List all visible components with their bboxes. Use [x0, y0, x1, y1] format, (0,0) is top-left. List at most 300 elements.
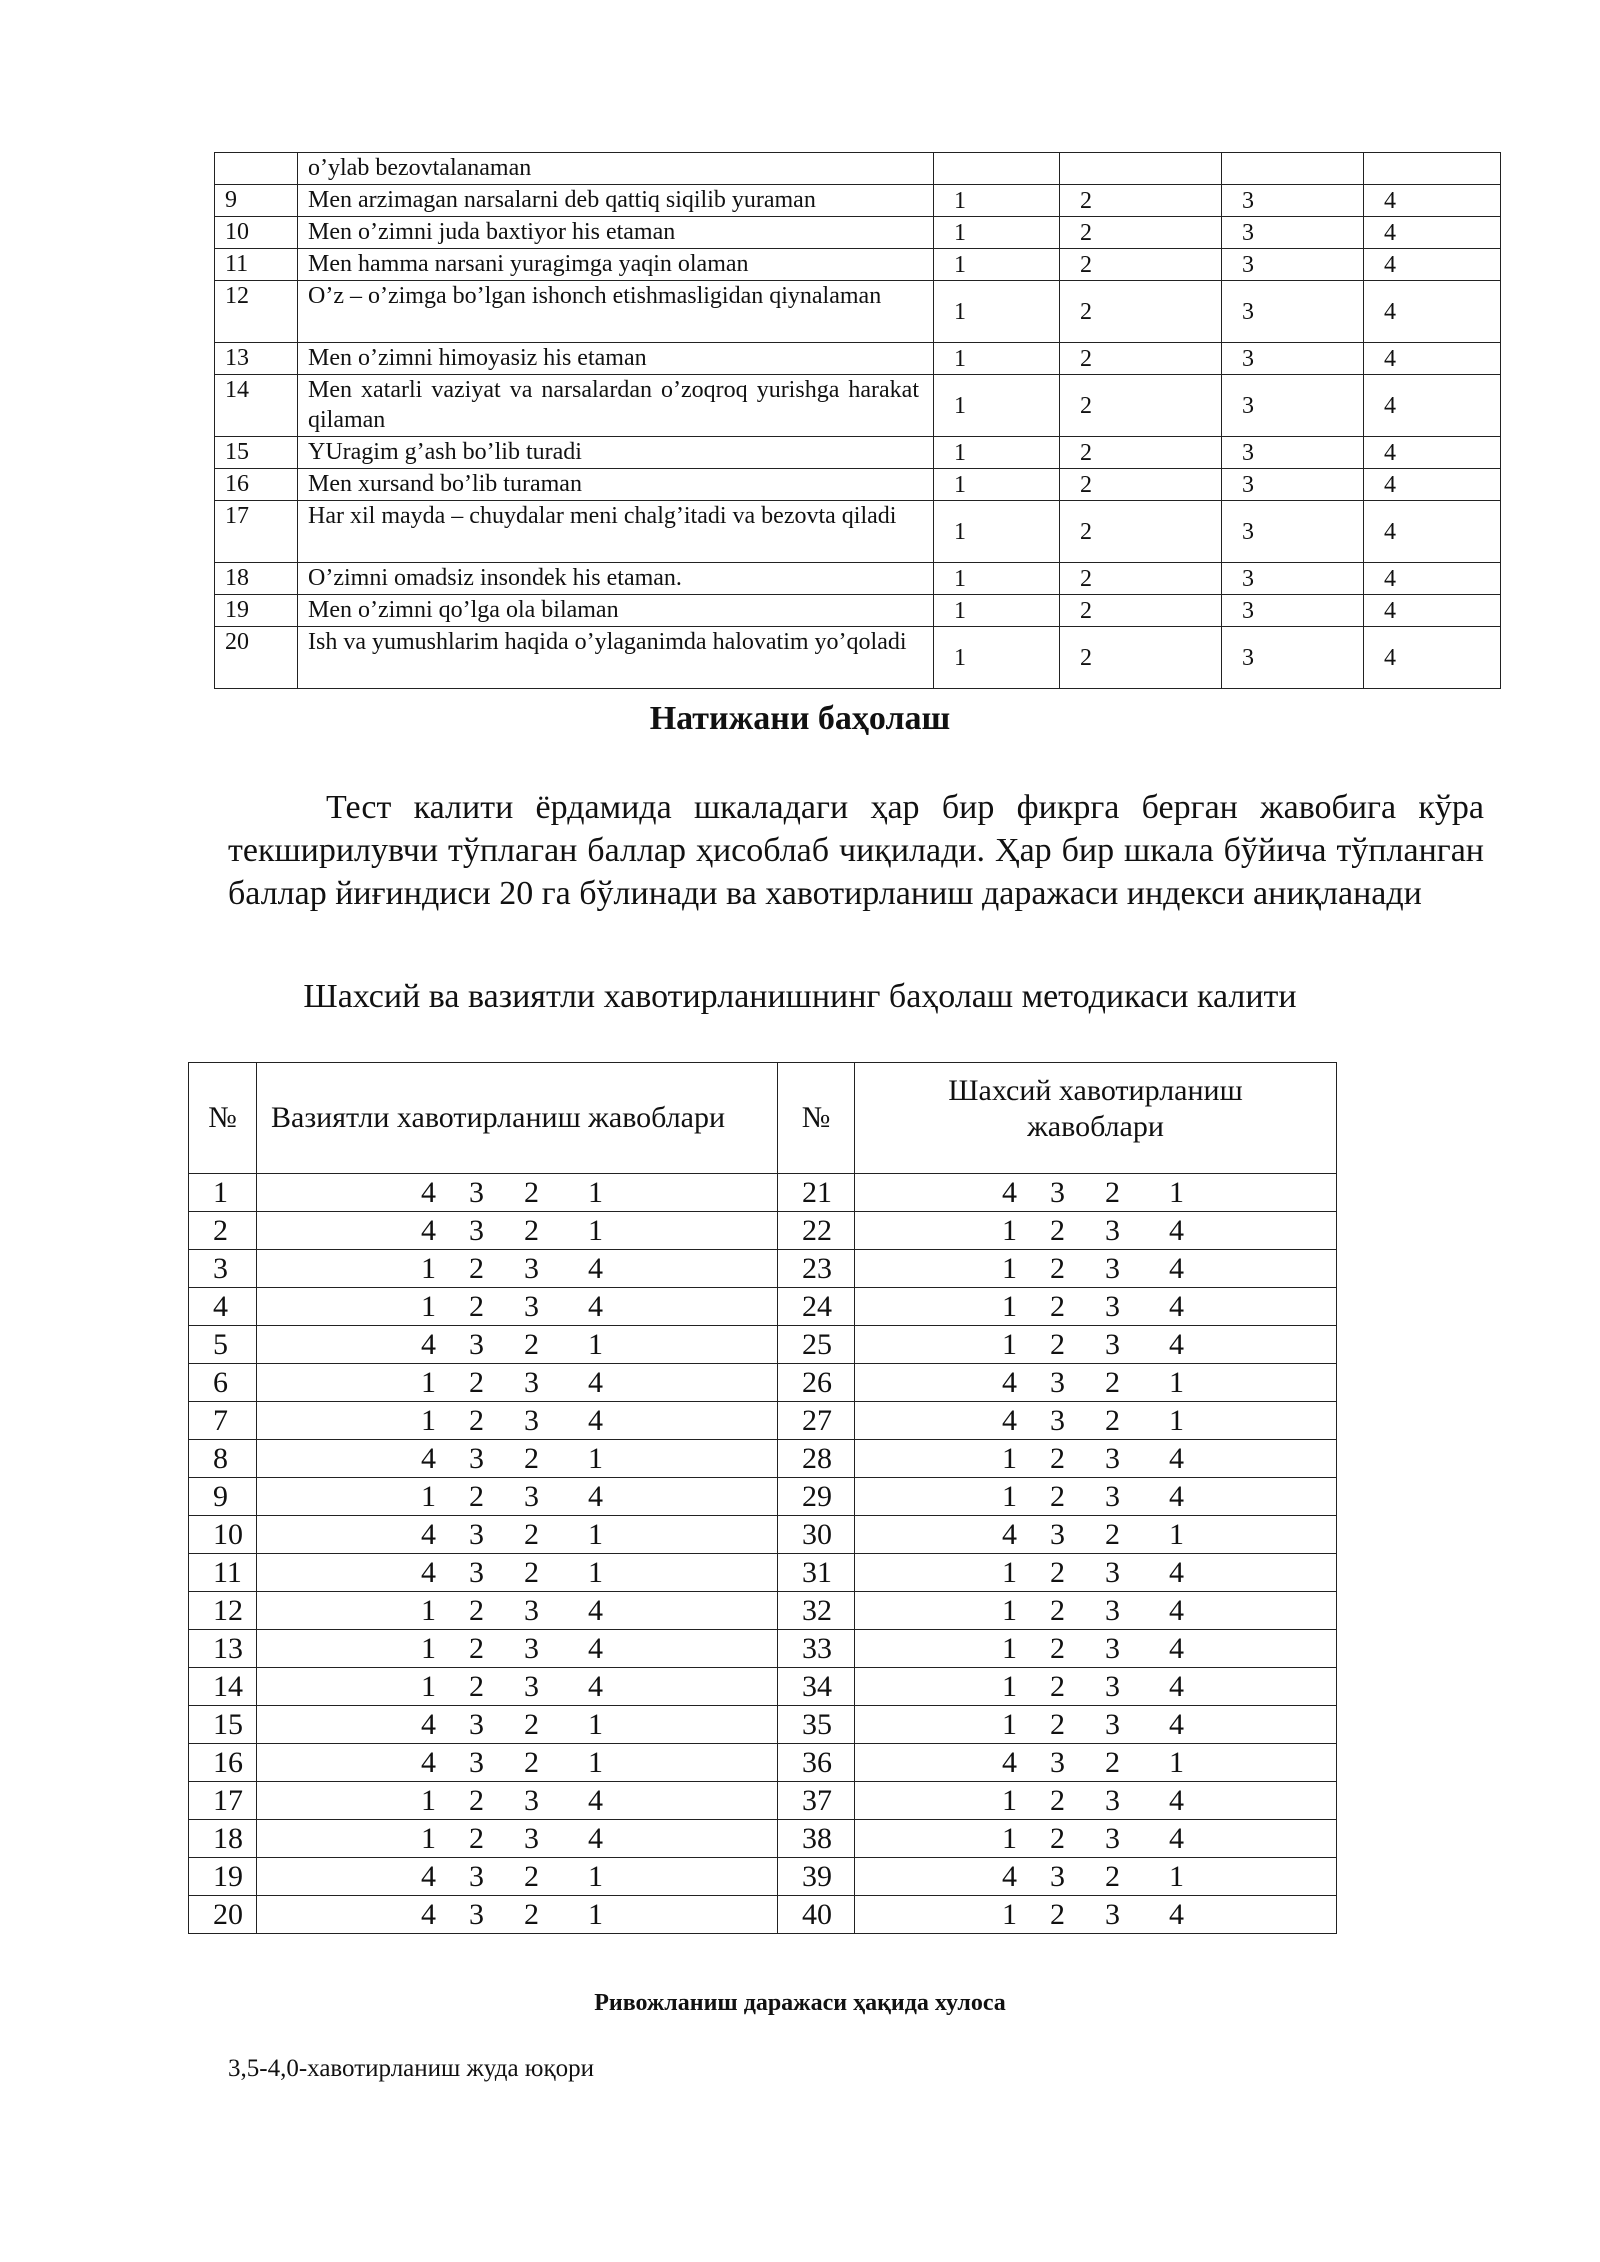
key-value: 1	[1002, 1708, 1017, 1741]
key-value: 1	[1002, 1290, 1017, 1323]
item-score: 2	[1060, 249, 1222, 281]
key-value: 2	[1050, 1670, 1065, 1703]
key-value: 1	[421, 1366, 436, 1399]
item-score: 2	[1060, 437, 1222, 469]
header-number: №	[778, 1063, 855, 1174]
key-item-number: 27	[778, 1402, 855, 1440]
item-score: 2	[1060, 185, 1222, 217]
key-value: 3	[469, 1518, 484, 1551]
key-value: 1	[1002, 1594, 1017, 1627]
item-score: 1	[934, 501, 1060, 563]
item-score: 1	[934, 469, 1060, 501]
item-number: 10	[215, 217, 298, 249]
item-statement: Men arzimagan narsalarni deb qattiq siqilib yuraman	[298, 185, 934, 217]
item-score	[1222, 153, 1364, 185]
key-values	[855, 1668, 1337, 1706]
key-value: 4	[588, 1290, 603, 1323]
item-score: 4	[1364, 595, 1501, 627]
key-item-number: 3	[189, 1250, 257, 1288]
key-item-number: 31	[778, 1554, 855, 1592]
key-value: 3	[1050, 1860, 1065, 1893]
key-item-number: 29	[778, 1478, 855, 1516]
key-item-number: 32	[778, 1592, 855, 1630]
table-row	[189, 1402, 1337, 1440]
key-value: 1	[421, 1632, 436, 1665]
key-value: 3	[524, 1404, 539, 1437]
key-value: 2	[1105, 1176, 1120, 1209]
key-value: 2	[524, 1518, 539, 1551]
item-statement: Ish va yumushlarim haqida o’ylaganimda halovatim yo’qoladi	[298, 627, 934, 689]
item-number: 12	[215, 281, 298, 343]
key-item-number: 15	[189, 1706, 257, 1744]
key-value: 3	[1105, 1290, 1120, 1323]
table-row	[189, 1478, 1337, 1516]
key-value: 4	[421, 1214, 436, 1247]
key-value: 2	[469, 1480, 484, 1513]
key-value: 4	[588, 1632, 603, 1665]
header-personal-text: Шахсий хавотирланиш жавоблари	[948, 1074, 1243, 1143]
key-values	[855, 1174, 1337, 1212]
table-row	[215, 469, 1501, 501]
key-values	[855, 1782, 1337, 1820]
item-score: 2	[1060, 595, 1222, 627]
key-value: 1	[421, 1480, 436, 1513]
key-value: 4	[1169, 1480, 1184, 1513]
key-value: 1	[1002, 1822, 1017, 1855]
item-score: 3	[1222, 627, 1364, 689]
key-value: 1	[1169, 1366, 1184, 1399]
key-value: 4	[1002, 1860, 1017, 1893]
key-value: 3	[469, 1860, 484, 1893]
item-score: 2	[1060, 217, 1222, 249]
table-row	[189, 1364, 1337, 1402]
conclusion-title: Ривожланиш даражаси ҳақида хулоса	[594, 1990, 1006, 2016]
item-score	[934, 153, 1060, 185]
item-statement: YUragim g’ash bo’lib turadi	[298, 437, 934, 469]
item-number: 11	[215, 249, 298, 281]
key-item-number: 19	[189, 1858, 257, 1896]
key-item-number: 17	[189, 1782, 257, 1820]
key-values	[855, 1630, 1337, 1668]
header-number: №	[189, 1063, 257, 1174]
item-score: 1	[934, 627, 1060, 689]
key-title: Шахсий ва вазиятли хавотирланишнинг баҳолаш методикаси калити	[303, 978, 1297, 1015]
key-value: 2	[524, 1176, 539, 1209]
table-row	[189, 1782, 1337, 1820]
item-score: 1	[934, 595, 1060, 627]
key-value: 4	[1169, 1442, 1184, 1475]
item-score: 4	[1364, 343, 1501, 375]
table-row	[189, 1326, 1337, 1364]
key-value: 1	[1002, 1898, 1017, 1931]
key-value: 4	[1169, 1708, 1184, 1741]
item-number: 13	[215, 343, 298, 375]
item-statement: Men o’zimni himoyasiz his etaman	[298, 343, 934, 375]
key-value: 4	[588, 1404, 603, 1437]
key-value: 2	[1050, 1594, 1065, 1627]
key-value: 1	[421, 1784, 436, 1817]
table-row	[189, 1554, 1337, 1592]
key-value: 3	[1105, 1480, 1120, 1513]
key-values	[855, 1896, 1337, 1934]
table-row	[189, 1820, 1337, 1858]
key-value: 1	[1169, 1176, 1184, 1209]
table-row	[189, 1706, 1337, 1744]
key-item-number: 8	[189, 1440, 257, 1478]
item-score: 4	[1364, 469, 1501, 501]
item-score: 4	[1364, 627, 1501, 689]
key-value: 2	[469, 1366, 484, 1399]
key-value: 4	[1002, 1518, 1017, 1551]
table-row	[215, 563, 1501, 595]
key-values	[855, 1820, 1337, 1858]
key-value: 2	[469, 1404, 484, 1437]
key-values	[257, 1858, 778, 1896]
key-value: 3	[1105, 1214, 1120, 1247]
table-row	[189, 1212, 1337, 1250]
key-value: 4	[421, 1176, 436, 1209]
key-value: 4	[1169, 1784, 1184, 1817]
key-value: 1	[421, 1670, 436, 1703]
key-value: 4	[421, 1746, 436, 1779]
key-value: 4	[421, 1898, 436, 1931]
item-number: 19	[215, 595, 298, 627]
item-score: 3	[1222, 595, 1364, 627]
item-score: 1	[934, 249, 1060, 281]
key-value: 2	[1050, 1632, 1065, 1665]
item-number: 20	[215, 627, 298, 689]
key-values	[855, 1250, 1337, 1288]
key-value: 2	[1105, 1860, 1120, 1893]
item-score: 4	[1364, 185, 1501, 217]
key-value: 3	[524, 1784, 539, 1817]
item-score: 3	[1222, 437, 1364, 469]
key-value: 4	[1169, 1632, 1184, 1665]
key-value: 4	[1002, 1366, 1017, 1399]
key-values	[855, 1554, 1337, 1592]
key-value: 3	[1105, 1442, 1120, 1475]
key-value: 4	[421, 1518, 436, 1551]
item-score: 1	[934, 185, 1060, 217]
key-values	[257, 1440, 778, 1478]
item-statement: Men xursand bo’lib turaman	[298, 469, 934, 501]
key-item-number: 40	[778, 1896, 855, 1934]
key-value: 1	[1169, 1518, 1184, 1551]
key-item-number: 5	[189, 1326, 257, 1364]
item-score: 1	[934, 437, 1060, 469]
item-number: 14	[215, 375, 298, 437]
key-values	[257, 1250, 778, 1288]
item-score: 2	[1060, 563, 1222, 595]
item-score: 1	[934, 563, 1060, 595]
key-value: 4	[588, 1480, 603, 1513]
key-value: 3	[524, 1594, 539, 1627]
table-row	[215, 595, 1501, 627]
item-score: 1	[934, 281, 1060, 343]
key-values	[855, 1516, 1337, 1554]
key-value: 2	[1050, 1898, 1065, 1931]
item-number	[215, 153, 298, 185]
key-item-number: 25	[778, 1326, 855, 1364]
key-item-number: 37	[778, 1782, 855, 1820]
key-value: 3	[1050, 1404, 1065, 1437]
key-value: 3	[469, 1328, 484, 1361]
item-score: 4	[1364, 249, 1501, 281]
table-row	[189, 1288, 1337, 1326]
item-score: 3	[1222, 501, 1364, 563]
key-values	[855, 1744, 1337, 1782]
key-value: 3	[1050, 1176, 1065, 1209]
item-score: 4	[1364, 375, 1501, 437]
key-value: 1	[588, 1556, 603, 1589]
key-value: 3	[1105, 1594, 1120, 1627]
key-value: 4	[421, 1556, 436, 1589]
key-values	[855, 1212, 1337, 1250]
key-value: 3	[1105, 1556, 1120, 1589]
key-values	[855, 1592, 1337, 1630]
item-statement: O’z – o’zimga bo’lgan ishonch etishmasligidan qiynalaman	[298, 281, 934, 343]
key-item-number: 12	[189, 1592, 257, 1630]
table-row	[215, 437, 1501, 469]
key-value: 1	[1169, 1746, 1184, 1779]
item-statement: Har xil mayda – chuydalar meni chalg’itadi va bezovta qiladi	[298, 501, 934, 563]
key-value: 4	[421, 1708, 436, 1741]
key-value: 2	[1050, 1556, 1065, 1589]
key-value: 2	[524, 1898, 539, 1931]
item-number: 15	[215, 437, 298, 469]
item-score: 4	[1364, 281, 1501, 343]
key-table-body	[189, 1174, 1337, 1934]
item-score: 1	[934, 217, 1060, 249]
table-row	[189, 1174, 1337, 1212]
key-value: 2	[469, 1290, 484, 1323]
key-value: 3	[1105, 1252, 1120, 1285]
key-value: 3	[1105, 1670, 1120, 1703]
key-value: 3	[1105, 1822, 1120, 1855]
key-value: 2	[469, 1252, 484, 1285]
item-score: 2	[1060, 343, 1222, 375]
key-value: 3	[1105, 1898, 1120, 1931]
item-score: 3	[1222, 249, 1364, 281]
key-value: 4	[1002, 1176, 1017, 1209]
header-situational: Вазиятли хавотирланиш жавоблари	[257, 1063, 778, 1174]
table-row	[189, 1516, 1337, 1554]
key-value: 4	[1169, 1214, 1184, 1247]
table-row	[215, 375, 1501, 437]
key-value: 3	[469, 1442, 484, 1475]
table-row	[189, 1440, 1337, 1478]
key-value: 2	[1050, 1442, 1065, 1475]
key-value: 2	[469, 1670, 484, 1703]
key-values	[257, 1402, 778, 1440]
key-item-number: 30	[778, 1516, 855, 1554]
key-item-number: 10	[189, 1516, 257, 1554]
item-score: 1	[934, 343, 1060, 375]
table-row	[189, 1592, 1337, 1630]
item-score: 3	[1222, 281, 1364, 343]
item-score: 4	[1364, 563, 1501, 595]
key-value: 4	[588, 1366, 603, 1399]
key-item-number: 16	[189, 1744, 257, 1782]
key-item-number: 26	[778, 1364, 855, 1402]
key-value: 4	[1169, 1822, 1184, 1855]
key-values	[257, 1630, 778, 1668]
key-value: 4	[1169, 1328, 1184, 1361]
key-values	[257, 1174, 778, 1212]
table-row	[215, 217, 1501, 249]
key-value: 2	[1050, 1480, 1065, 1513]
item-score: 4	[1364, 501, 1501, 563]
key-item-number: 24	[778, 1288, 855, 1326]
key-values	[855, 1440, 1337, 1478]
key-value: 1	[588, 1898, 603, 1931]
key-value: 1	[588, 1708, 603, 1741]
key-value: 4	[1169, 1594, 1184, 1627]
item-number: 17	[215, 501, 298, 563]
item-score	[1060, 153, 1222, 185]
item-number: 16	[215, 469, 298, 501]
key-item-number: 35	[778, 1706, 855, 1744]
item-score: 3	[1222, 185, 1364, 217]
key-values	[257, 1668, 778, 1706]
item-score: 2	[1060, 627, 1222, 689]
key-value: 1	[588, 1518, 603, 1551]
key-values	[257, 1288, 778, 1326]
table-row	[189, 1630, 1337, 1668]
key-value: 1	[588, 1860, 603, 1893]
key-value: 1	[588, 1328, 603, 1361]
key-values	[257, 1592, 778, 1630]
item-score: 3	[1222, 469, 1364, 501]
table-row	[215, 153, 1501, 185]
key-value: 4	[588, 1822, 603, 1855]
key-value: 2	[524, 1556, 539, 1589]
item-statement: O’zimni omadsiz insondek his etaman.	[298, 563, 934, 595]
table-row	[215, 627, 1501, 689]
key-value: 4	[588, 1594, 603, 1627]
key-value: 2	[469, 1784, 484, 1817]
key-value: 4	[421, 1328, 436, 1361]
item-number: 9	[215, 185, 298, 217]
key-value: 3	[469, 1708, 484, 1741]
key-value: 1	[1002, 1442, 1017, 1475]
key-value: 3	[524, 1480, 539, 1513]
key-value: 1	[1002, 1632, 1017, 1665]
key-value: 1	[1169, 1860, 1184, 1893]
key-value: 4	[1002, 1746, 1017, 1779]
key-value: 3	[524, 1366, 539, 1399]
item-score: 3	[1222, 563, 1364, 595]
results-paragraph: Тест калити ёрдамида шкаладаги ҳар бир фикрга берган жавобига кўра текширилувчи тўплаган баллар ҳисоблаб чиқилади. Ҳар бир шкала бўйича тўпланган баллар йиғиндиси 20 га бўлинади ва хавотирланиш даражаси индекси аниқланади	[228, 789, 1484, 912]
key-values	[257, 1554, 778, 1592]
table-row	[215, 249, 1501, 281]
key-item-number: 28	[778, 1440, 855, 1478]
key-value: 3	[469, 1214, 484, 1247]
key-values	[855, 1364, 1337, 1402]
key-value: 3	[1105, 1328, 1120, 1361]
table-row	[215, 501, 1501, 563]
key-value: 3	[524, 1670, 539, 1703]
key-value: 1	[588, 1746, 603, 1779]
key-value: 1	[1002, 1670, 1017, 1703]
key-item-number: 1	[189, 1174, 257, 1212]
key-values	[257, 1478, 778, 1516]
item-score: 1	[934, 375, 1060, 437]
table-row	[189, 1250, 1337, 1288]
key-item-number: 6	[189, 1364, 257, 1402]
item-statement: Men o’zimni juda baxtiyor his etaman	[298, 217, 934, 249]
items-table	[214, 152, 1501, 689]
table-row	[189, 1744, 1337, 1782]
table-header-row	[189, 1063, 1337, 1174]
key-value: 1	[1002, 1252, 1017, 1285]
table-row	[189, 1896, 1337, 1934]
key-value: 4	[1169, 1670, 1184, 1703]
key-value: 4	[1169, 1252, 1184, 1285]
key-value: 2	[1050, 1822, 1065, 1855]
key-value: 4	[421, 1860, 436, 1893]
section-title: Натижани баҳолаш	[649, 700, 951, 737]
key-value: 3	[469, 1746, 484, 1779]
key-values	[257, 1706, 778, 1744]
key-values	[855, 1706, 1337, 1744]
item-score	[1364, 153, 1501, 185]
key-values	[855, 1478, 1337, 1516]
item-statement: Men hamma narsani yuragimga yaqin olaman	[298, 249, 934, 281]
key-value: 2	[1050, 1784, 1065, 1817]
key-item-number: 39	[778, 1858, 855, 1896]
key-value: 1	[1169, 1404, 1184, 1437]
key-value: 4	[588, 1252, 603, 1285]
item-score: 2	[1060, 281, 1222, 343]
item-score: 2	[1060, 375, 1222, 437]
key-item-number: 22	[778, 1212, 855, 1250]
key-value: 3	[1105, 1708, 1120, 1741]
key-values	[855, 1858, 1337, 1896]
key-item-number: 21	[778, 1174, 855, 1212]
key-value: 1	[1002, 1328, 1017, 1361]
key-value: 4	[588, 1784, 603, 1817]
item-number: 18	[215, 563, 298, 595]
key-item-number: 11	[189, 1554, 257, 1592]
key-item-number: 4	[189, 1288, 257, 1326]
key-value: 2	[524, 1214, 539, 1247]
key-values	[257, 1516, 778, 1554]
key-values	[257, 1364, 778, 1402]
key-item-number: 36	[778, 1744, 855, 1782]
key-item-number: 9	[189, 1478, 257, 1516]
key-value: 1	[421, 1822, 436, 1855]
item-score: 2	[1060, 501, 1222, 563]
key-value: 3	[524, 1632, 539, 1665]
key-value: 2	[1105, 1366, 1120, 1399]
item-score: 4	[1364, 437, 1501, 469]
key-value: 4	[1169, 1556, 1184, 1589]
key-values	[257, 1326, 778, 1364]
key-value: 2	[1050, 1214, 1065, 1247]
key-value: 3	[469, 1898, 484, 1931]
key-values	[855, 1288, 1337, 1326]
key-value: 2	[1050, 1708, 1065, 1741]
key-value: 3	[1050, 1366, 1065, 1399]
key-item-number: 2	[189, 1212, 257, 1250]
item-score: 4	[1364, 217, 1501, 249]
key-value: 3	[1105, 1784, 1120, 1817]
key-value: 2	[469, 1632, 484, 1665]
key-item-number: 14	[189, 1668, 257, 1706]
header-personal	[855, 1063, 1337, 1174]
key-item-number: 38	[778, 1820, 855, 1858]
